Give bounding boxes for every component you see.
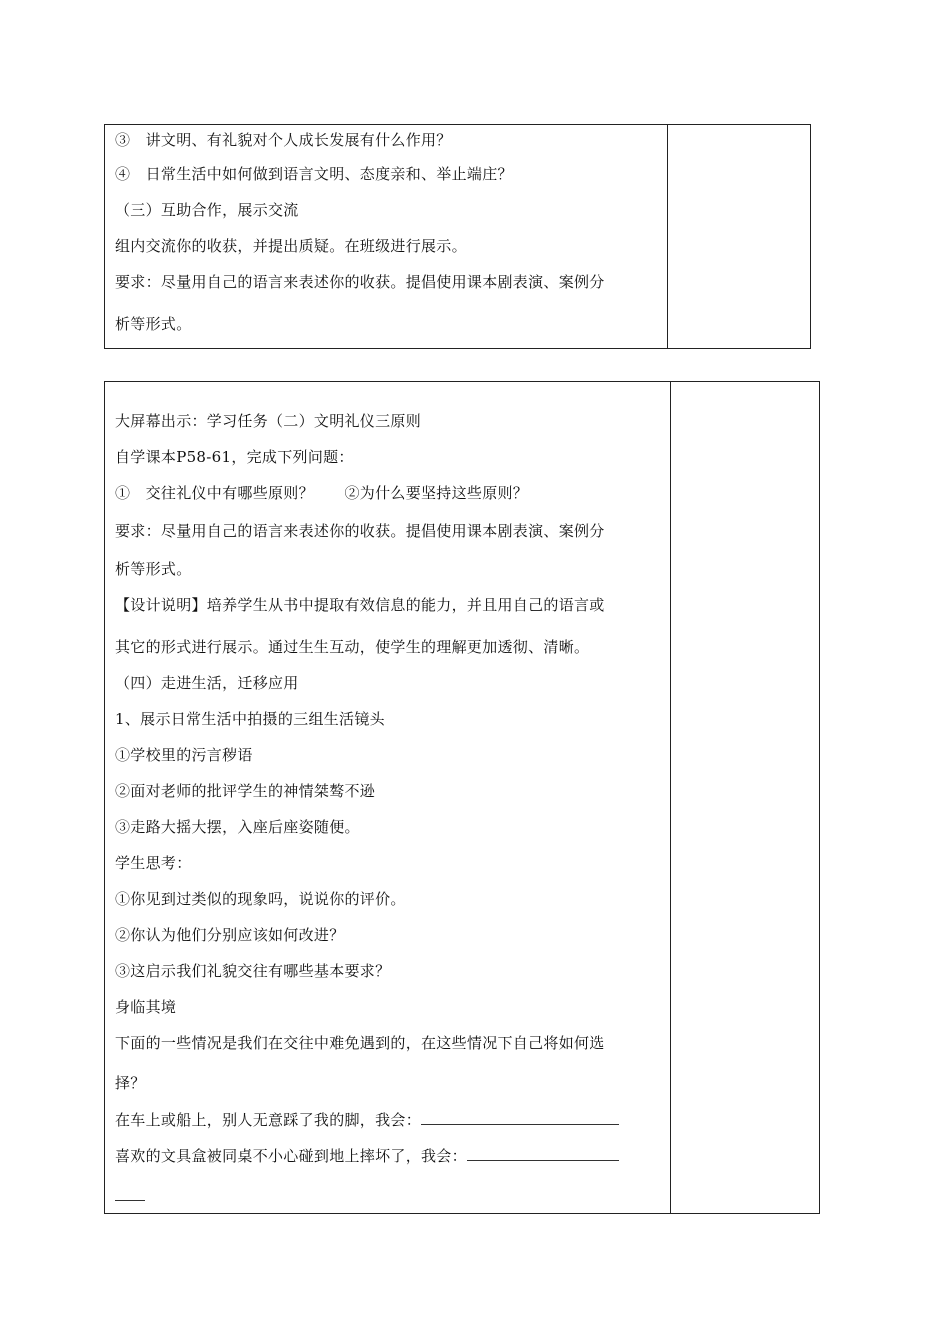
question-4: ④ 日常生活中如何做到语言文明、态度亲和、举止端庄？ bbox=[115, 165, 513, 183]
situation-2 bbox=[115, 1146, 619, 1165]
life-scenes-intro: 1、展示日常生活中拍摄的三组生活镜头 bbox=[115, 710, 385, 728]
situation-intro-line1: 下面的一些情况是我们在交往中难免遇到的，在这些情况下自己将如何选 bbox=[115, 1034, 605, 1052]
requirement-text-line1: 要求：尽量用自己的语言来表述你的收获。提倡使用课本剧表演、案例分 bbox=[115, 273, 605, 291]
answer-blank-2-continued[interactable] bbox=[115, 1186, 145, 1201]
group-exchange-text: 组内交流你的收获，并提出质疑。在班级进行展示。 bbox=[115, 237, 467, 255]
requirement-text-line1: 要求：尽量用自己的语言来表述你的收获。提倡使用课本剧表演、案例分 bbox=[115, 522, 605, 540]
content-column bbox=[105, 382, 671, 1213]
scene-3: ③走路大摇大摆，入座后座姿随便。 bbox=[115, 818, 360, 836]
design-note-line2: 其它的形式进行展示。通过生生互动，使学生的理解更加透彻、清晰。 bbox=[115, 638, 590, 656]
section-heading-application: （四）走进生活，迁移应用 bbox=[115, 674, 299, 692]
thinking-question-2: ②你认为他们分别应该如何改进？ bbox=[115, 926, 345, 944]
situation-2-text: 喜欢的文具盒被同桌不小心碰到地上摔坏了，我会： bbox=[115, 1147, 467, 1165]
thinking-question-3: ③这启示我们礼貌交往有哪些基本要求？ bbox=[115, 962, 391, 980]
student-thinking-heading: 学生思考： bbox=[115, 854, 192, 872]
notes-column bbox=[671, 382, 819, 1213]
lesson-table-1 bbox=[104, 124, 811, 349]
situation-2-continuation bbox=[115, 1186, 145, 1205]
requirement-text-line2: 析等形式。 bbox=[115, 560, 192, 578]
situation-1-text: 在车上或船上，别人无意踩了我的脚，我会： bbox=[115, 1111, 422, 1129]
situation-1 bbox=[115, 1110, 619, 1129]
design-note-line1: 【设计说明】培养学生从书中提取有效信息的能力，并且用自己的语言或 bbox=[115, 596, 605, 614]
scene-1: ①学校里的污言秽语 bbox=[115, 746, 253, 764]
self-study-instruction: 自学课本P58-61，完成下列问题： bbox=[115, 448, 354, 466]
question-3: ③ 讲文明、有礼貌对个人成长发展有什么作用？ bbox=[115, 131, 452, 149]
section-heading-cooperation: （三）互助合作，展示交流 bbox=[115, 201, 299, 219]
scene-2: ②面对老师的批评学生的神情桀骜不逊 bbox=[115, 782, 376, 800]
situation-intro-line2: 择？ bbox=[115, 1074, 146, 1092]
situation-heading: 身临其境 bbox=[115, 998, 177, 1016]
content-column bbox=[105, 125, 668, 348]
requirement-text-line2: 析等形式。 bbox=[115, 315, 192, 333]
principle-questions: ① 交往礼仪中有哪些原则？ ②为什么要坚持这些原则？ bbox=[115, 484, 529, 502]
notes-column bbox=[668, 125, 810, 348]
answer-blank-2[interactable] bbox=[467, 1146, 619, 1161]
thinking-question-1: ①你见到过类似的现象吗，说说你的评价。 bbox=[115, 890, 406, 908]
answer-blank-1[interactable] bbox=[421, 1110, 619, 1125]
lesson-table-2 bbox=[104, 381, 820, 1214]
screen-task-title: 大屏幕出示：学习任务（二）文明礼仪三原则 bbox=[115, 412, 422, 430]
